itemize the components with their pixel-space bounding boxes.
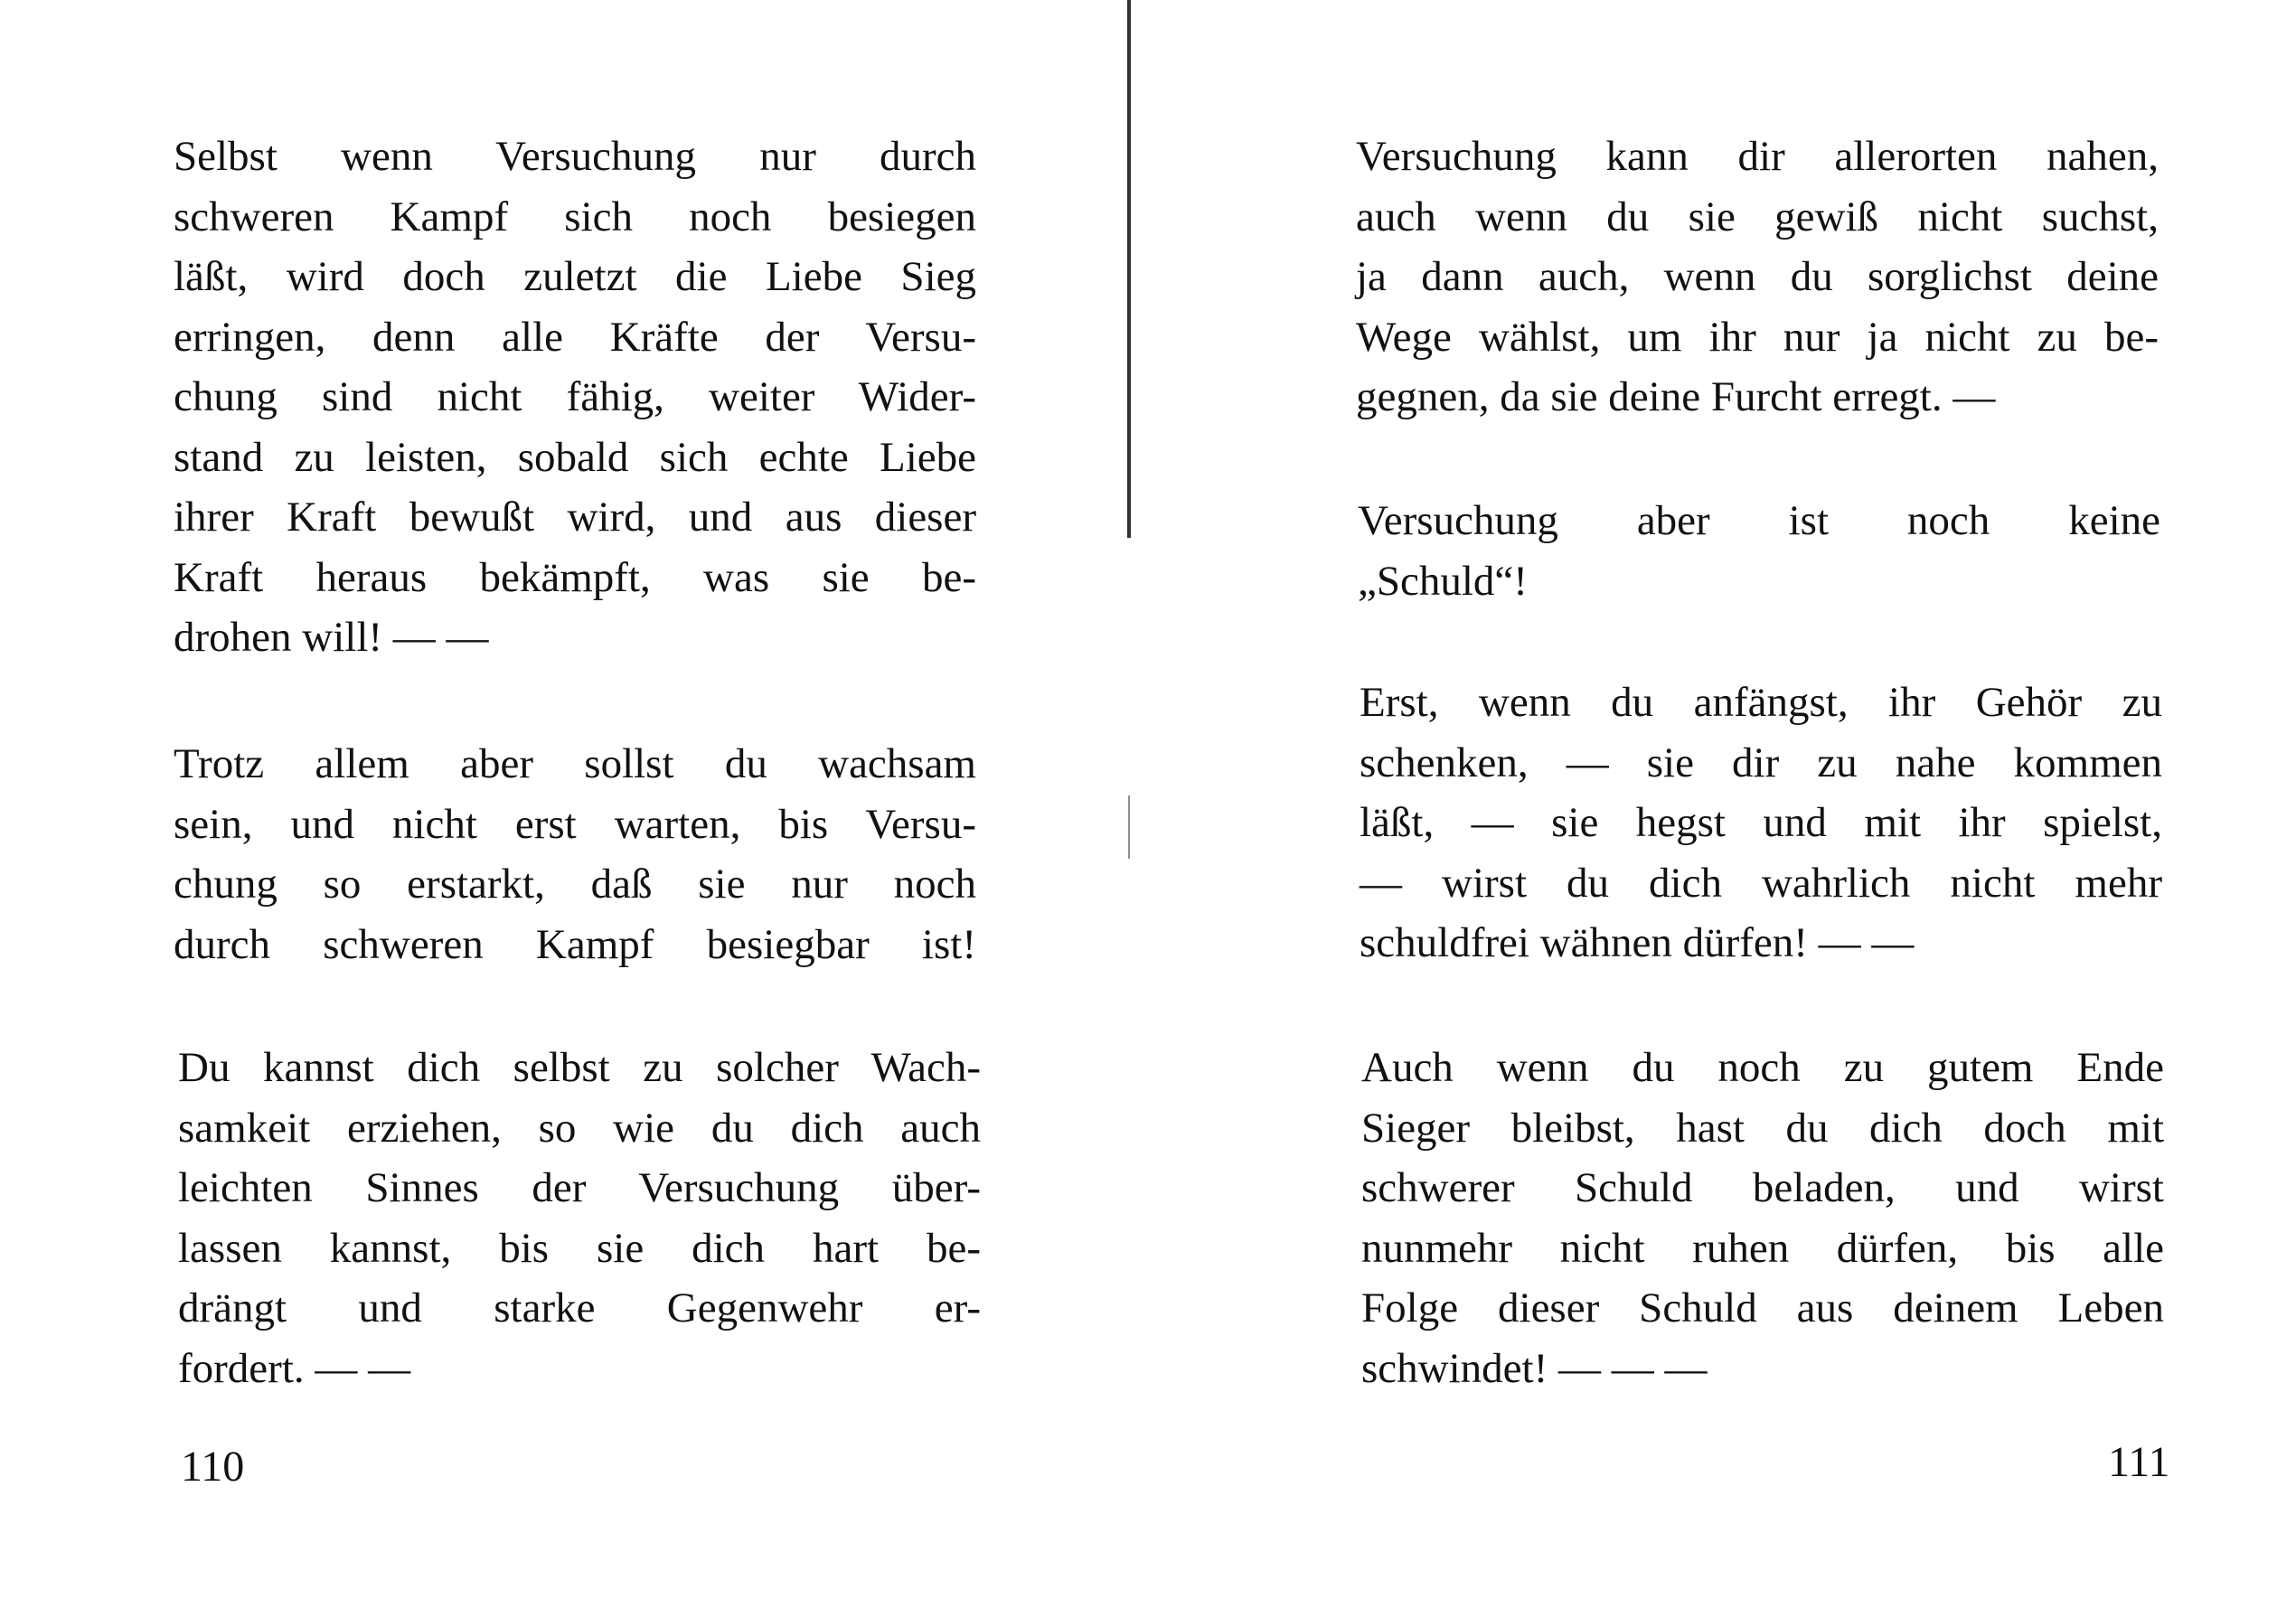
text-line: Sieger bleibst, hast du dich doch mit <box>1361 1104 2164 1152</box>
text-line: leichten Sinnes der Versuchung über- <box>178 1164 981 1211</box>
text-line: drohen will! — — <box>174 614 489 661</box>
text-line: erringen, denn alle Kräfte der Versu- <box>174 313 976 361</box>
text-line: lassen kannst, bis sie dich hart be- <box>178 1224 981 1272</box>
text-line: durch schweren Kampf besiegbar ist! <box>174 920 976 968</box>
text-line: schweren Kampf sich noch besiegen <box>174 193 976 240</box>
text-line: Du kannst dich selbst zu solcher Wach- <box>178 1044 981 1091</box>
text-line: schwerer Schuld beladen, und wirst <box>1361 1164 2164 1211</box>
text-line: drängt und starke Gegenwehr er- <box>178 1284 981 1331</box>
text-line: Trotz allem aber sollst du wachsam <box>174 740 976 787</box>
right-page <box>1139 0 2296 1609</box>
paragraph-2 <box>174 734 976 974</box>
text-line: sein, und nicht erst warten, bis Versu- <box>174 800 976 848</box>
paragraph-2 <box>1358 491 2160 611</box>
text-line: fordert. — — <box>178 1344 411 1392</box>
text-line: chung sind nicht fähig, weiter Wider- <box>174 373 976 420</box>
paragraph-1 <box>174 127 976 668</box>
text-line: schenken, — sie dir zu nahe kommen <box>1360 739 2162 786</box>
text-line: Auch wenn du noch zu gutem Ende <box>1361 1044 2164 1091</box>
text-line: läßt, wird doch zuletzt die Liebe Sieg <box>174 253 976 300</box>
text-line: gegnen, da sie deine Furcht erregt. — <box>1356 373 1996 420</box>
text-line: Folge dieser Schuld aus deinem Leben <box>1361 1284 2164 1331</box>
text-line: ihrer Kraft bewußt wird, und aus dieser <box>174 494 976 541</box>
text-line: nunmehr nicht ruhen dürfen, bis alle <box>1361 1224 2164 1272</box>
left-page <box>0 0 1139 1609</box>
text-line: Selbst wenn Versuchung nur durch <box>174 133 976 180</box>
book-gutter-line <box>1124 0 1136 538</box>
paragraph-3 <box>178 1038 981 1398</box>
text-line: „Schuld“! <box>1358 557 1528 605</box>
page-number: 111 <box>2108 1438 2170 1486</box>
text-line: schuldfrei wähnen dürfen! — — <box>1360 919 1915 966</box>
text-line: — wirst du dich wahrlich nicht mehr <box>1360 859 2162 907</box>
paragraph-4 <box>1361 1038 2164 1398</box>
text-line: auch wenn du sie gewiß nicht suchst, <box>1356 193 2159 240</box>
text-line: chung so erstarkt, daß sie nur noch <box>174 861 976 908</box>
text-line: Versuchung kann dir allerorten nahen, <box>1356 133 2159 180</box>
paragraph-3 <box>1360 673 2162 974</box>
text-line: Kraft heraus bekämpft, was sie be- <box>174 553 976 601</box>
text-line: Wege wählst, um ihr nur ja nicht zu be- <box>1356 313 2159 361</box>
page-number: 110 <box>181 1443 245 1491</box>
paragraph-1 <box>1356 127 2159 428</box>
text-line: samkeit erziehen, so wie du dich auch <box>178 1104 981 1152</box>
text-line: schwindet! — — — <box>1361 1344 1708 1392</box>
text-line: stand zu leisten, sobald sich echte Liebe <box>174 433 976 481</box>
text-line: Versuchung aber ist noch keine <box>1358 497 2160 544</box>
book-gutter-mark <box>1124 795 1136 859</box>
text-line: Erst, wenn du anfängst, ihr Gehör zu <box>1360 679 2162 726</box>
text-line: läßt, — sie hegst und mit ihr spielst, <box>1360 799 2162 846</box>
text-line: ja dann auch, wenn du sorglichst deine <box>1356 253 2159 300</box>
